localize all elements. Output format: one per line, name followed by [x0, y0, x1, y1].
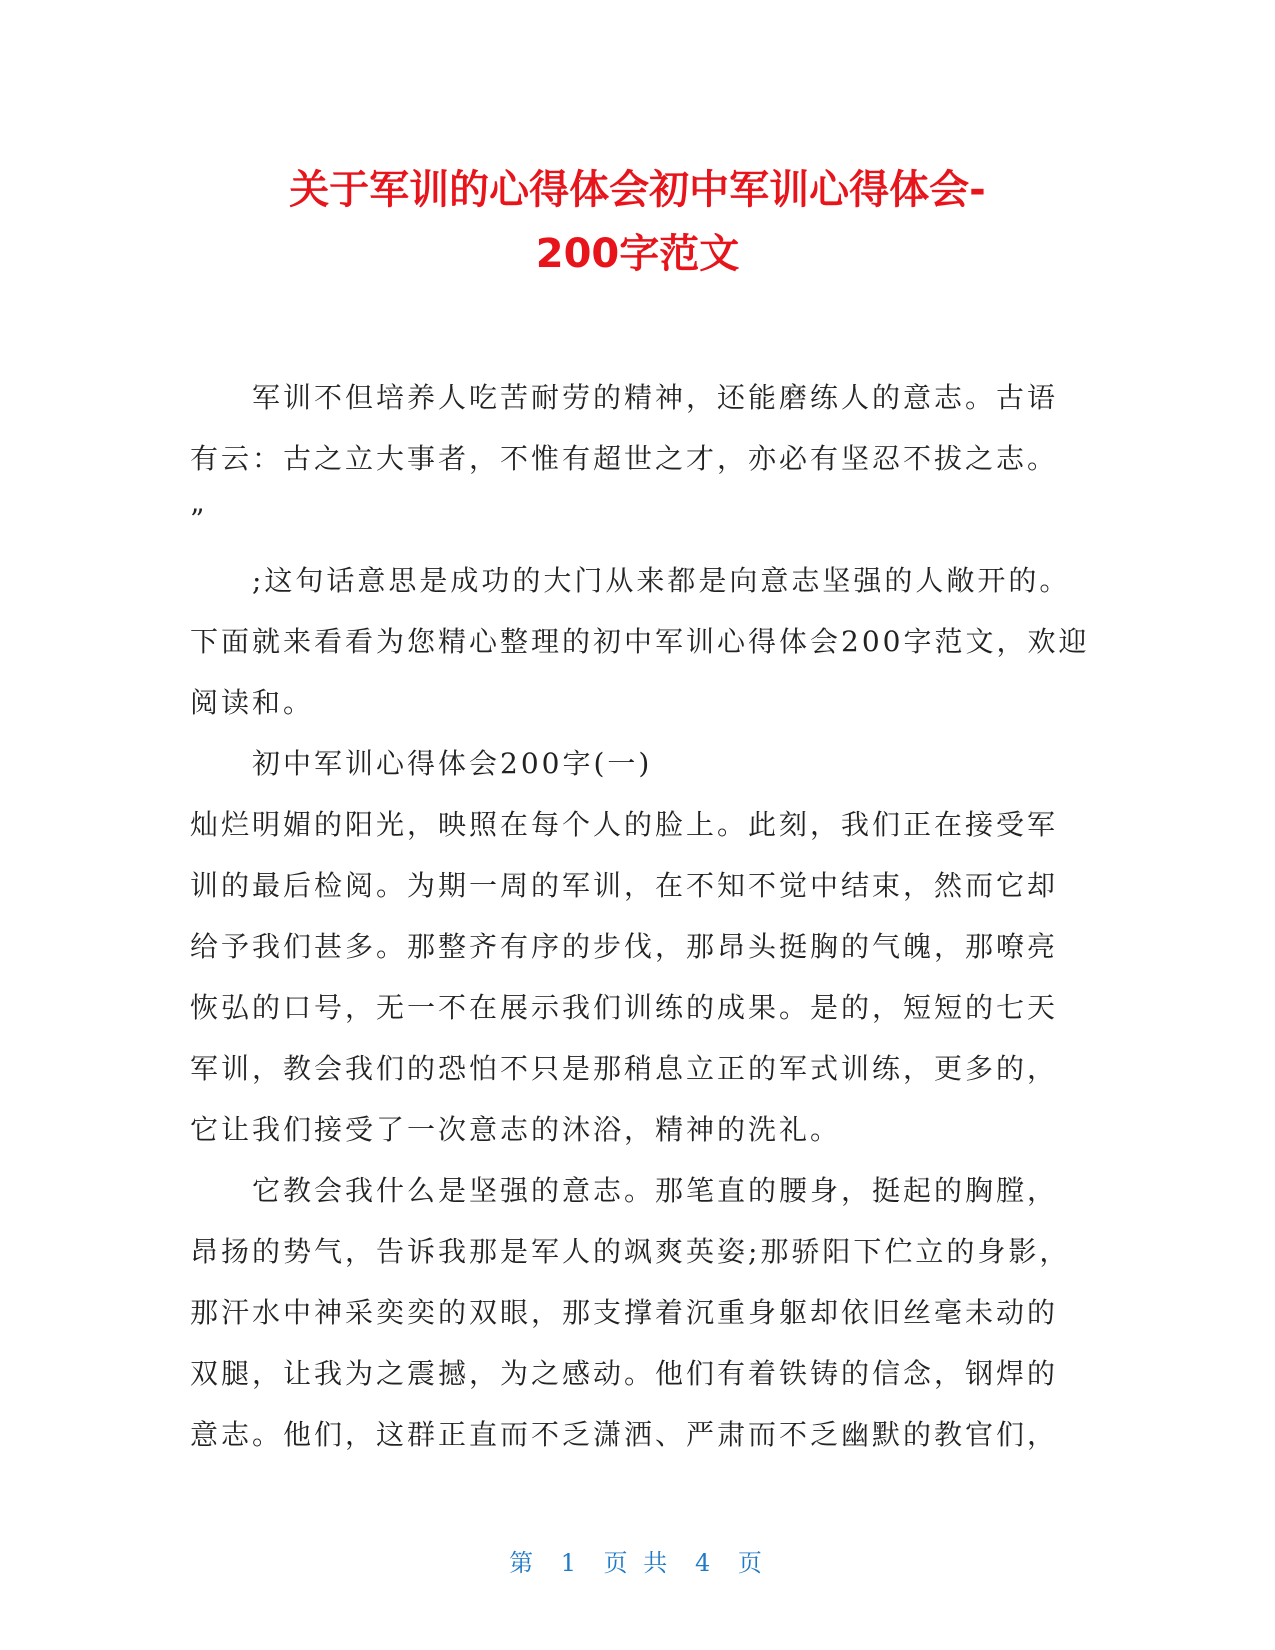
body-line: 阅读和。 — [190, 686, 315, 719]
title-line-1: 关于军训的心得体会初中军训心得体会- — [289, 167, 986, 213]
footer-middle: 页 共 — [603, 1549, 672, 1577]
body-line: 下面就来看看为您精心整理的初中军训心得体会200字范文，欢迎 — [190, 625, 1090, 658]
page-footer — [0, 1543, 1275, 1578]
body-line: 它让我们接受了一次意志的沐浴，精神的洗礼。 — [190, 1113, 842, 1146]
body-line: 灿烂明媚的阳光，映照在每个人的脸上。此刻，我们正在接受军 — [190, 808, 1059, 841]
footer-page-number: 1 — [560, 1549, 581, 1577]
document-title — [185, 158, 1090, 286]
body-line: ;这句话意思是成功的大门从来都是向意志坚强的人敞开的。 — [252, 564, 1071, 597]
body-line: ” — [190, 503, 208, 536]
body-line: 恢弘的口号，无一不在展示我们训练的成果。是的，短短的七天 — [190, 991, 1059, 1024]
body-line: 给予我们甚多。那整齐有序的步伐，那昂头挺胸的气魄，那嘹亮 — [190, 930, 1059, 963]
footer-total-pages: 4 — [694, 1549, 715, 1577]
body-line: 双腿，让我为之震撼，为之感动。他们有着铁铸的信念，钢焊的 — [190, 1357, 1059, 1390]
body-line: 军训，教会我们的恐怕不只是那稍息立正的军式训练，更多的， — [190, 1052, 1059, 1085]
footer-suffix: 页 — [737, 1549, 766, 1577]
title-line-2: 200字范文 — [535, 231, 740, 277]
body-line: 它教会我什么是坚强的意志。那笔直的腰身，挺起的胸膛， — [252, 1174, 1059, 1207]
body-line: 有云：古之立大事者，不惟有超世之才，亦必有坚忍不拔之志。 — [190, 442, 1059, 475]
body-line: 那汗水中神采奕奕的双眼，那支撑着沉重身躯却依旧丝毫未动的 — [190, 1296, 1059, 1329]
section-heading: 初中军训心得体会200字(一) — [252, 747, 653, 780]
document-body — [190, 367, 1090, 1465]
body-line: 军训不但培养人吃苦耐劳的精神，还能磨练人的意志。古语 — [252, 381, 1059, 414]
body-line: 意志。他们，这群正直而不乏潇洒、严肃而不乏幽默的教官们， — [190, 1418, 1059, 1451]
body-line: 训的最后检阅。为期一周的军训，在不知不觉中结束，然而它却 — [190, 869, 1059, 902]
body-line: 昂扬的势气，告诉我那是军人的飒爽英姿;那骄阳下伫立的身影， — [190, 1235, 1071, 1268]
footer-prefix: 第 — [509, 1549, 538, 1577]
